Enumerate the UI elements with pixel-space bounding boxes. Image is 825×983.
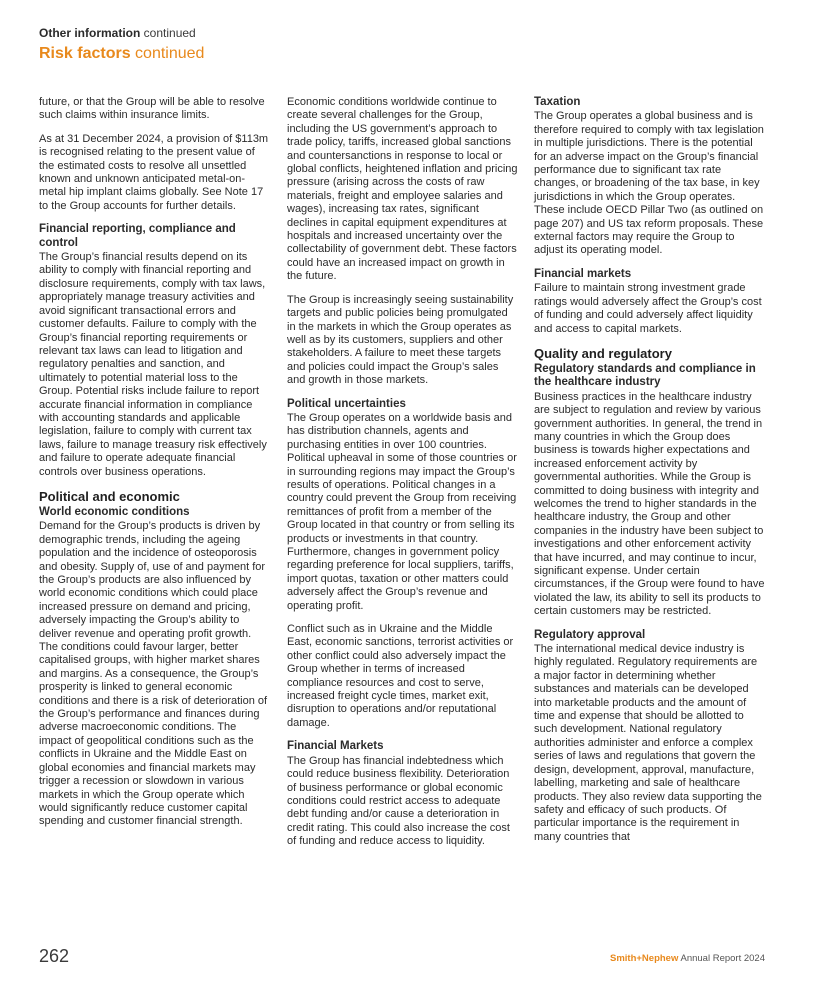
paragraph: The Group is increasingly seeing sustainability targets and public policies being promulgated in the markets in which the Group operates as well as by its customers, suppliers and other stakeholders. A failure to meet these targets and policies could impact the Group’s sales and growth in those markets.	[287, 293, 514, 387]
paragraph: The Group operates a global business and is therefore required to comply with tax legislation in multiple jurisdictions. There is the potential for an adverse impact on the Group’s financial performance due to significant tax rate changes, or broadening of the tax base, in key jurisdictions in which the Group operates. These include OECD Pillar Two (as outlined on page 207) and US tax reform proposals. These external factors may require the Group to adjust its operating model.	[534, 110, 764, 257]
section-label-continued: continued	[140, 26, 196, 40]
section-label-bold: Other information	[39, 26, 141, 40]
column-1	[39, 96, 271, 839]
page-title	[39, 45, 204, 63]
subheading-taxation: Taxation	[534, 96, 581, 108]
paragraph: The Group operates on a worldwide basis and has distribution channels, agents and purchasing entities in over 100 countries. Political upheaval in some of those countries or in surrounding regions may impact the Group’s results of operations. Political changes in a country could prevent the Group from receiving remittances of profit from a member of the Group located in that country or from selling its products or investments in that country. Furthermore, changes in government policy regarding preference for local suppliers, tariffs, import quotas, taxation or other matters could adversely affect the Group’s revenue and operating profit.	[287, 411, 517, 612]
paragraph: future, or that the Group will be able to resolve such claims within insurance limits.	[39, 96, 265, 122]
paragraph: The Group’s financial results depend on its ability to comply with financial reporting and disclosure requirements, comply with tax laws, appropriately manage treasury activities and avoid significant transactional errors and customer defaults. Failure to comply with the Group’s financial reporting requirements or relevant tax laws can lead to litigation and regulatory penalties and sanction, and ultimately to potential material loss to the Group. Potential risks include failure to report accurate financial information in compliance with accounting standards and applicable legislation, failure to comply with current tax laws, failure to manage treasury risk effectively and failure to operate adequate financial controls over business operations.	[39, 251, 267, 478]
report-title: Annual Report 2024	[678, 953, 765, 964]
footer-brand	[610, 953, 765, 964]
paragraph: Economic conditions worldwide continue to create several challenges for the Group, including the US government’s approach to trade policy, tariffs, increased global sanctions and countersanctions in response to local or global conflicts, heightened inflation and pricing pressure (arising across the costs of raw materials, freight and employee salaries and wages), increasing tax rates, significant declines in capital equipment expenditures at hospitals and increased uncertainty over the collectability of government debt. These factors could have an increased impact on growth in the future.	[287, 96, 518, 283]
heading-political-economic: Political and economic	[39, 488, 180, 504]
page-title-bold: Risk factors	[39, 45, 131, 62]
section-label	[39, 26, 196, 40]
page-number: 262	[39, 946, 70, 966]
page-title-continued: continued	[130, 45, 205, 62]
subheading-financial-markets: Financial markets	[534, 267, 632, 280]
subheading-financial-markets: Financial Markets	[287, 740, 384, 753]
paragraph: The Group has financial indebtedness which could reduce business flexibility. Deterioration of business performance or global economic conditions could restrict access to adequate debt funding and/or cause a deterioration in credit rating. This could also increase the cost of funding and reduce access to liquidity.	[287, 754, 510, 848]
paragraph: The international medical device industry is highly regulated. Regulatory requirements are a major factor in determining whether substances and materials can be developed into marketable products and the amount of time and expense that should be allotted to such development. National regulatory authorities administer and enforce a complex series of laws and regulations that govern the design, development, approval, manufacture, labelling, marketing and sale of healthcare products. They also review data supporting the safety and efficacy of such products. Of particular importance is the requirement in many countries that	[534, 643, 762, 843]
paragraph: Conflict such as in Ukraine and the Middle East, economic sanctions, terrorist activities or other conflict could also adversely impact the Group whether in terms of increased compliance resources and cost to serve, increased freight cycle times, market exit, disruption to operations and/or reputational damage.	[287, 623, 514, 729]
paragraph: As at 31 December 2024, a provision of $113m is recognised relating to the present value of the estimated costs to resolve all unsettled known and unknown anticipated metal-on-metal hip implant claims globally. See Note 17 to the Group accounts for further details.	[39, 132, 269, 212]
subheading-regulatory-standards: Regulatory standards and compliance in the healthcare industry	[534, 362, 756, 389]
subheading-political-uncertainties: Political uncertainties	[287, 397, 406, 410]
subheading-world-economic: World economic conditions	[39, 505, 190, 518]
column-3	[534, 96, 766, 854]
paragraph: Failure to maintain strong investment grade ratings would adversely affect the Group’s cost of funding and could adversely affect liquidity and access to capital markets.	[534, 282, 762, 335]
paragraph: Demand for the Group’s products is driven by demographic trends, including the ageing population and the incidence of osteoporosis and obesity. Supply of, use of and payment for the Group’s products are also influenced by world economic conditions which could place increased pressure on demand and pricing, adversely impacting the Group’s ability to deliver revenue and operating profit growth. The conditions could favour larger, better capitalised groups, with higher market shares and margins. As a consequence, the Group’s prosperity is linked to general economic conditions and there is a risk of deterioration of the Group’s performance and finances during adverse macroeconomic conditions. The impact of geopolitical conditions such as the conflicts in Ukraine and the Middle East on global economies and financial markets may trigger a recession or slowdown in various markets in which the Group operate which would significantly reduce customer capital spending and customer financial strength.	[39, 520, 268, 828]
subheading-financial-reporting: Financial reporting, compliance and control	[39, 223, 236, 249]
brand-logo-text: Smith+Nephew	[610, 953, 679, 964]
paragraph: Business practices in the healthcare industry are subject to regulation and review by various government authorities. In general, the trend in many countries in which the Group does business is towards higher expectations and increased enforcement activity by governmental authorities. While the Group is committed to doing business with integrity and welcomes the trend to higher standards in the healthcare industry, the Group and other companies in the industry have been subject to investigations and other enforcement activity that have incurred, and may continue to incur, significant expense. Under certain circumstances, if the Group were found to have violated the law, its ability to sell its products to certain customers may be restricted.	[534, 390, 765, 618]
column-2	[287, 96, 519, 859]
subheading-regulatory-approval: Regulatory approval	[534, 628, 646, 641]
heading-quality-regulatory: Quality and regulatory	[534, 345, 672, 361]
